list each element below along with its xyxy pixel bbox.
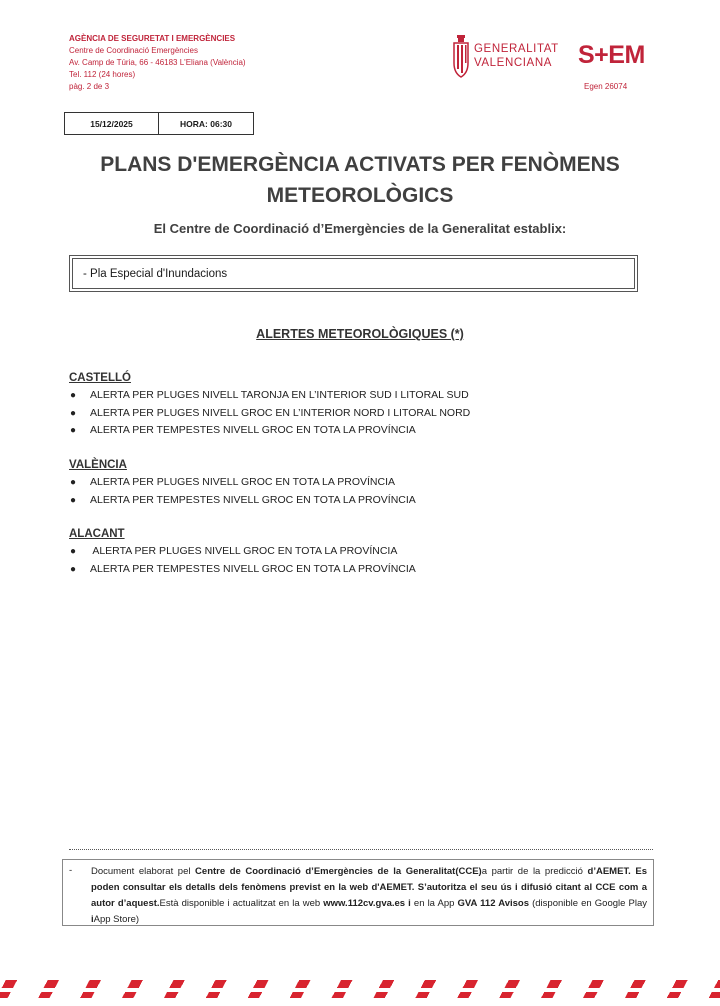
report-date: 15/12/2025 [65, 113, 159, 134]
region-name: ALACANT [69, 528, 125, 540]
bullet-icon: ● [70, 390, 77, 401]
website-link: www.112cv.gva.es i [323, 898, 411, 909]
agency-name: AGÈNCIA DE SEGURETAT I EMERGÈNCIES [69, 34, 236, 43]
bullet-icon: ● [70, 546, 77, 557]
coat-of-arms-icon [452, 35, 470, 79]
alert-item: ● ALERTA PER PLUGES NIVELL GROC EN TOTA LA PROVÍNCIA [69, 543, 669, 561]
alert-item: ● ALERTA PER PLUGES NIVELL TARONJA EN L’INTERIOR SUD I LITORAL SUD [69, 387, 669, 405]
title-line-1: PLANS D'EMERGÈNCIA ACTIVATS PER FENÒMENS [100, 153, 620, 176]
header-agency-block [69, 33, 246, 93]
region-alacant [69, 526, 669, 578]
active-plans-box [69, 255, 638, 292]
report-time: HORA: 06:30 [180, 118, 232, 129]
bullet-icon: ● [70, 563, 77, 575]
logo-text-valenciana: VALENCIANA [474, 57, 553, 69]
alert-item: ● ALERTA PER TEMPESTES NIVELL GROC EN TOTA LA PROVÍNCIA [69, 561, 669, 579]
region-name: CASTELLÓ [69, 372, 131, 384]
phone: Tel. 112 (24 hores) [69, 70, 136, 79]
sem-logo: S+EM [578, 41, 645, 69]
alert-item: ● ALERTA PER PLUGES NIVELL GROC EN TOTA LA PROVÍNCIA [69, 474, 669, 492]
alert-item: ● ALERTA PER TEMPESTES NIVELL GROC EN TOTA LA PROVÍNCIA [69, 492, 669, 510]
page-title [60, 149, 660, 211]
dotted-divider [69, 849, 653, 850]
footer-note [62, 859, 654, 926]
alerts-title: ALERTES METEOROLÒGIQUES (*) [256, 327, 464, 341]
page-number: pàg. 2 de 3 [69, 82, 110, 91]
subtitle: El Centre de Coordinació d’Emergències de la Generalitat establix: [153, 221, 567, 236]
bullet-icon: ● [70, 425, 77, 436]
region-castello [69, 370, 669, 440]
address: Av. Camp de Túria, 66 - 46183 L'Eliana (València) [69, 58, 246, 67]
generalitat-valenciana-logo [452, 35, 562, 81]
footer-stripes-gap [0, 988, 720, 992]
egen-code: Egen 26074 [584, 82, 628, 91]
title-line-2: METEOROLÒGICS [266, 184, 454, 207]
region-name: VALÈNCIA [69, 459, 127, 471]
alert-item: ● ALERTA PER PLUGES NIVELL GROC EN L’INTERIOR NORD I LITORAL NORD [69, 405, 669, 423]
note-text: Document elaborat pel Centre de Coordinació d’Emergències de la Generalitat(CCE)a partir de la predicció d’AEMET. Es poden consultar els detalls dels fenòmens previst en la web d'AEMET. S’autoritza el seu ús i difusió citant al CCE com a autor d’aquest.Està disponible i actualitzat en la web www.112cv.gva.es i en la App GVA 112 Avisos (disponible en Google Play iApp Store) [91, 866, 647, 925]
alert-item: ● ALERTA PER TEMPESTES NIVELL GROC EN TOTA LA PROVÍNCIA [69, 422, 669, 440]
bullet-icon: ● [70, 407, 77, 419]
date-time-box [64, 112, 254, 135]
bullet-icon: ● [70, 494, 77, 506]
center-name: Centre de Coordinació Emergències [69, 46, 198, 55]
bullet-icon: ● [70, 477, 77, 488]
note-dash: - [69, 865, 73, 876]
active-plan: - Pla Especial d'Inundacions [72, 258, 635, 289]
app-name: GVA 112 Avisos [457, 898, 530, 909]
logo-text-generalitat: GENERALITAT [474, 43, 559, 55]
region-valencia [69, 457, 669, 509]
